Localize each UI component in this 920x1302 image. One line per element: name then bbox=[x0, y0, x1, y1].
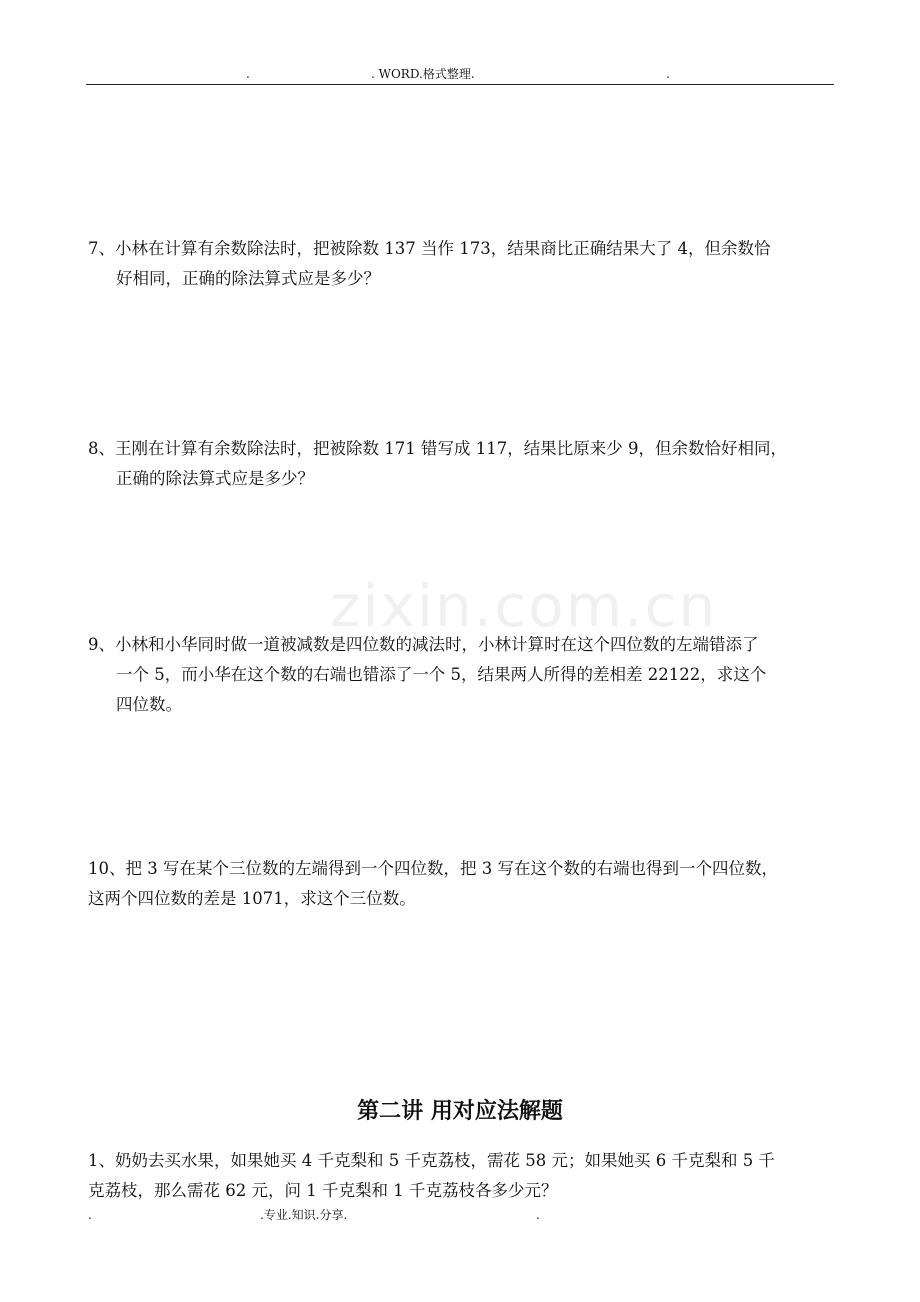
section-problem-1-line-2: 克荔枝，那么需花 62 元，问 1 千克梨和 1 千克荔枝各多少元？ bbox=[88, 1181, 558, 1200]
question-7 bbox=[88, 234, 833, 294]
footer-title: .专业.知识.分享. bbox=[260, 1208, 348, 1222]
page-header bbox=[86, 66, 834, 85]
section-problem-1 bbox=[88, 1146, 833, 1206]
footer-dot-right: . bbox=[536, 1208, 540, 1222]
question-9 bbox=[88, 630, 833, 720]
footer-dot-left: . bbox=[88, 1208, 92, 1222]
question-8-line-2: 正确的除法算式应是多少？ bbox=[116, 469, 314, 488]
header-dot-left: . bbox=[246, 67, 250, 81]
header-title: . WORD.格式整理. bbox=[371, 67, 475, 81]
section-problem-1-line-1: 1、奶奶去买水果，如果她买 4 千克梨和 5 千克荔枝，需花 58 元；如果她买 6 千克梨和 5 千 bbox=[88, 1151, 775, 1170]
question-10 bbox=[88, 854, 833, 914]
question-9-line-3: 四位数。 bbox=[116, 695, 182, 714]
question-7-line-2: 好相同，正确的除法算式应是多少？ bbox=[116, 269, 380, 288]
question-10-line-1: 10、把 3 写在某个三位数的左端得到一个四位数，把 3 写在这个数的右端也得到一个四位数， bbox=[88, 859, 778, 878]
question-10-line-2: 这两个四位数的差是 1071，求这个三位数。 bbox=[88, 889, 416, 908]
page-footer bbox=[86, 1206, 834, 1226]
watermark: zixin.com.cn bbox=[330, 572, 718, 640]
header-dot-right: . bbox=[666, 67, 670, 81]
question-7-line-1: 7、小林在计算有余数除法时，把被除数 137 当作 173，结果商比正确结果大了 4，但余数恰 bbox=[88, 239, 771, 258]
question-8-line-1: 8、王刚在计算有余数除法时，把被除数 171 错写成 117，结果比原来少 9，但余数恰好相同， bbox=[88, 439, 787, 458]
question-9-line-2: 一个 5，而小华在这个数的右端也错添了一个 5，结果两人所得的差相差 22122，求这个 bbox=[116, 665, 767, 684]
question-9-line-1: 9、小林和小华同时做一道被减数是四位数的减法时，小林计算时在这个四位数的左端错添了 bbox=[88, 635, 759, 654]
question-8 bbox=[88, 434, 833, 494]
section-title: 第二讲 用对应法解题 bbox=[357, 1099, 563, 1124]
